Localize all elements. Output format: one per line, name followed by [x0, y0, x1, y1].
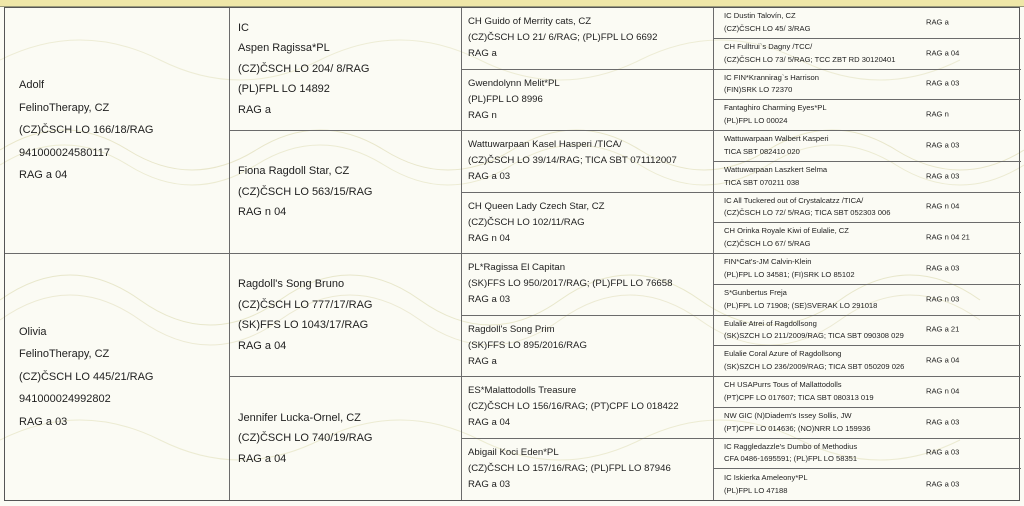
- gg-grandparent-10: [714, 285, 1021, 316]
- gp-line: Ragdoll's Song Bruno: [238, 278, 345, 290]
- ggp-line: RAG n: [468, 109, 497, 121]
- dam-registration: (CZ)ČSCH LO 445/21/RAG: [19, 370, 154, 383]
- gp-line: (CZ)ČSCH LO 204/ 8/RAG: [238, 62, 370, 75]
- ggp-line: (CZ)ČSCH LO 21/ 6/RAG; (PL)FPL LO 6692: [468, 32, 658, 44]
- parent-sire: [5, 8, 230, 254]
- ggp-line: (CZ)ČSCH LO 156/16/RAG; (PT)CPF LO 018422: [468, 401, 679, 413]
- gg-grandparent-9: [714, 254, 1021, 285]
- great-grandparent-5: [462, 254, 714, 316]
- great-grandparent-4: [462, 193, 714, 255]
- gggp-registration: (PL)FPL LO 00024: [724, 116, 788, 126]
- great-grandparent-8: [462, 439, 714, 501]
- sire-name: Adolf: [19, 79, 45, 92]
- gg-grandparent-8: [714, 223, 1021, 254]
- gggp-name: CH Orinka Royale Kiwi of Eulalie, CZ: [724, 226, 849, 236]
- gggp-ems-code: RAG n 03: [926, 294, 960, 304]
- gggp-ems-code: RAG n: [926, 109, 949, 119]
- gggp-registration: (CZ)ČSCH LO 45/ 3/RAG: [724, 23, 811, 33]
- sire-ems-code: RAG a 04: [19, 169, 68, 182]
- gggp-name: Fantaghiro Charming Eyes*PL: [724, 103, 827, 113]
- ggp-line: Wattuwarpaan Kasel Hasperi /TICA/: [468, 139, 622, 151]
- gggp-name: IC Iskierka Ameleony*PL: [724, 472, 808, 482]
- ggp-line: PL*Ragissa El Capitan: [468, 262, 566, 274]
- gggp-ems-code: RAG n 04 21: [926, 232, 970, 242]
- gggp-registration: (CZ)ČSCH LO 72/ 5/RAG; TICA SBT 052303 006: [724, 208, 891, 218]
- ggp-line: (CZ)ČSCH LO 102/11/RAG: [468, 216, 585, 228]
- gp-line: Jennifer Lucka-Ornel, CZ: [238, 411, 361, 424]
- parent-dam: [5, 254, 230, 500]
- pedigree-table: [4, 7, 1020, 501]
- sire-chip-number: 941000024580117: [19, 146, 110, 159]
- dam-ems-code: RAG a 03: [19, 415, 68, 428]
- great-grandparent-6: [462, 316, 714, 378]
- great-grandparent-3: [462, 131, 714, 193]
- gggp-name: Eulalie Coral Azure of Ragdollsong: [724, 349, 842, 359]
- gggp-registration: (SK)SZCH LO 211/2009/RAG; TICA SBT 090308 029: [724, 331, 904, 341]
- gggp-ems-code: RAG n 04: [926, 201, 960, 211]
- gggp-registration: (CZ)ČSCH LO 73/ 5/RAG; TCC ZBT RD 30120401: [724, 54, 896, 64]
- gggp-name: Wattuwarpaan Laszkert Selma: [724, 164, 828, 174]
- gggp-ems-code: RAG a 03: [926, 140, 960, 150]
- gggp-registration: TICA SBT 082410 020: [724, 146, 800, 156]
- gggp-ems-code: RAG a 21: [926, 324, 960, 334]
- gggp-name: IC FIN*Krannirag`s Harrison: [724, 72, 819, 82]
- gggp-name: IC All Tuckered out of Crystalcatzz /TICA/: [724, 195, 864, 205]
- gg-grandparent-7: [714, 193, 1021, 224]
- gg-grandparent-1: [714, 8, 1021, 39]
- dam-name: Olivia: [19, 325, 47, 338]
- ggp-line: (PL)FPL LO 8996: [468, 93, 543, 105]
- gggp-registration: TICA SBT 070211 038: [724, 177, 800, 187]
- ggp-line: Abigail Koci Eden*PL: [468, 447, 559, 459]
- ggp-line: CH Queen Lady Czech Star, CZ: [468, 200, 605, 212]
- gp-line: (SK)FFS LO 1043/17/RAG: [238, 319, 369, 331]
- grandparent-1: [230, 8, 462, 131]
- ggp-line: RAG a 03: [468, 171, 511, 183]
- gggp-ems-code: RAG a 03: [926, 417, 960, 427]
- gg-grandparent-5: [714, 131, 1021, 162]
- dam-cattery: FelinoTherapy, CZ: [19, 348, 110, 361]
- gg-grandparent-6: [714, 162, 1021, 193]
- dam-chip-number: 941000024992802: [19, 393, 111, 406]
- gg-grandparent-11: [714, 316, 1021, 347]
- gggp-registration: CFA 0486-1695591; (PL)FPL LO 58351: [724, 454, 858, 464]
- ggp-line: (CZ)ČSCH LO 39/14/RAG; TICA SBT 071112007: [468, 155, 677, 167]
- great-grandparent-1: [462, 8, 714, 70]
- ggp-line: RAG n 04: [468, 232, 511, 244]
- gggp-name: NW GIC (N)Diadem's Issey Sollis, JW: [724, 410, 852, 420]
- great-grandparent-7: [462, 377, 714, 439]
- ggp-line: CH Guido of Merrity cats, CZ: [468, 16, 592, 28]
- ggp-line: RAG a 03: [468, 479, 511, 491]
- gg-grandparent-16: [714, 469, 1021, 500]
- ggp-line: RAG a: [468, 48, 497, 60]
- gggp-registration: (SK)SZCH LO 236/2009/RAG; TICA SBT 050209 026: [724, 362, 905, 372]
- gggp-registration: (PL)FPL LO 34581; (FI)SRK LO 85102: [724, 269, 855, 279]
- gg-grandparent-2: [714, 39, 1021, 70]
- gggp-registration: (PT)CPF LO 017607; TICA SBT 080313 019: [724, 392, 874, 402]
- ggp-line: Ragdoll's Song Prim: [468, 323, 555, 335]
- gp-line: RAG a 04: [238, 339, 287, 352]
- gggp-ems-code: RAG a 03: [926, 263, 960, 273]
- top-band: [0, 0, 1024, 7]
- gggp-name: CH USAPurrs Tous of Mallattodolls: [724, 380, 842, 390]
- gggp-name: Wattuwarpaan Walbert Kasperi: [724, 134, 829, 144]
- gggp-name: Eulalie Atrei of Ragdollsong: [724, 318, 817, 328]
- ggp-line: (CZ)ČSCH LO 157/16/RAG; (PL)FPL LO 87946: [468, 463, 671, 475]
- gg-grandparent-13: [714, 377, 1021, 408]
- gp-line: Fiona Ragdoll Star, CZ: [238, 165, 350, 178]
- gp-line: IC: [238, 21, 249, 34]
- gp-line: (CZ)ČSCH LO 563/15/RAG: [238, 185, 373, 198]
- gggp-name: FIN*Cat's-JM Calvin-Klein: [724, 257, 812, 267]
- gggp-ems-code: RAG a 04: [926, 355, 960, 365]
- gg-grandparent-12: [714, 346, 1021, 377]
- ggp-line: RAG a 04: [468, 417, 511, 429]
- gggp-name: CH Fulltrui`s Dagny /TCC/: [724, 41, 813, 51]
- grandparent-2: [230, 131, 462, 254]
- gggp-ems-code: RAG a 03: [926, 78, 960, 88]
- grandparent-3: [230, 254, 462, 377]
- gggp-name: IC Dustin Talovín, CZ: [724, 11, 796, 21]
- ggp-line: RAG a 03: [468, 294, 511, 306]
- gggp-ems-code: RAG a: [926, 17, 949, 27]
- gp-line: Aspen Ragissa*PL: [238, 42, 330, 55]
- gg-grandparent-15: [714, 439, 1021, 470]
- gp-line: (CZ)ČSCH LO 777/17/RAG: [238, 298, 373, 311]
- gp-line: RAG n 04: [238, 206, 287, 219]
- gggp-registration: (PL)FPL LO 47188: [724, 485, 788, 495]
- gggp-name: IC Raggledazzle's Dumbo of Methodius: [724, 441, 858, 451]
- sire-registration: (CZ)ČSCH LO 166/18/RAG: [19, 124, 154, 137]
- ggp-line: ES*Malattodolls Treasure: [468, 385, 577, 397]
- gggp-ems-code: RAG n 04: [926, 386, 960, 396]
- gggp-registration: (CZ)ČSCH LO 67/ 5/RAG: [724, 239, 811, 249]
- ggp-line: RAG a: [468, 355, 497, 367]
- gggp-ems-code: RAG a 03: [926, 479, 960, 489]
- great-grandparent-2: [462, 70, 714, 132]
- gp-line: (CZ)ČSCH LO 740/19/RAG: [238, 432, 373, 445]
- gggp-ems-code: RAG a 04: [926, 48, 960, 58]
- gggp-ems-code: RAG a 03: [926, 171, 960, 181]
- gggp-registration: (PT)CPF LO 014636; (NO)NRR LO 159936: [724, 423, 871, 433]
- gp-line: RAG a: [238, 103, 272, 116]
- ggp-line: (SK)FFS LO 895/2016/RAG: [468, 339, 587, 351]
- gg-grandparent-14: [714, 408, 1021, 439]
- gg-grandparent-3: [714, 70, 1021, 101]
- sire-cattery: FelinoTherapy, CZ: [19, 101, 110, 114]
- ggp-line: Gwendolynn Melit*PL: [468, 77, 560, 89]
- gggp-registration: (FIN)SRK LO 72370: [724, 85, 793, 95]
- grandparent-4: [230, 377, 462, 500]
- gp-line: RAG a 04: [238, 452, 287, 465]
- gp-line: (PL)FPL LO 14892: [238, 83, 330, 96]
- ggp-line: (SK)FFS LO 950/2017/RAG; (PL)FPL LO 76658: [468, 278, 673, 290]
- gggp-registration: (PL)FPL LO 71908; (SE)SVERAK LO 291018: [724, 300, 878, 310]
- gg-grandparent-4: [714, 100, 1021, 131]
- gggp-name: S*Gunbertus Freja: [724, 287, 787, 297]
- gggp-ems-code: RAG a 03: [926, 447, 960, 457]
